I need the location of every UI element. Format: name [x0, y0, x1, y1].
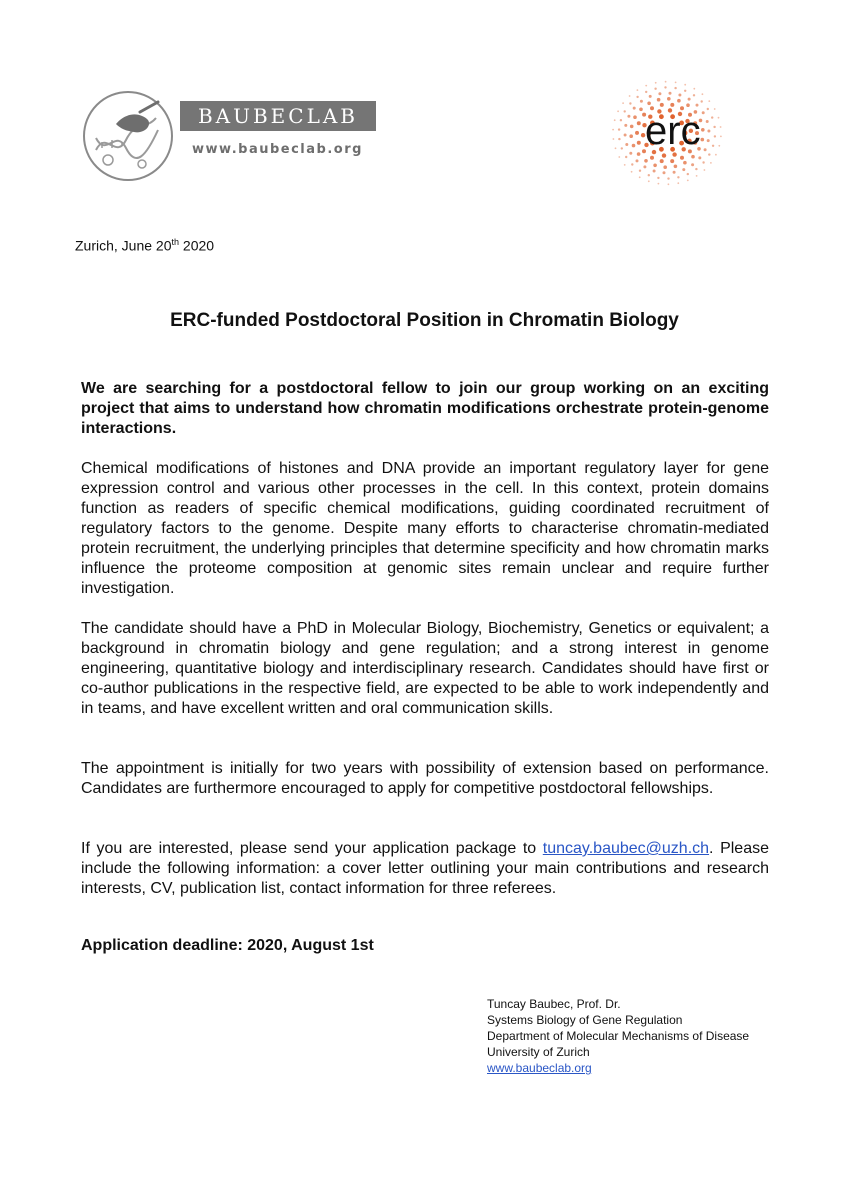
erc-wordmark: erc [645, 109, 701, 153]
paragraph-candidate: The candidate should have a PhD in Molecular Biology, Biochemistry, Genetics or equivalent; a background in chromatin biology and gene regulation; and a strong interest in genome engineering, quantitative biology and interdisciplinary research. Candidates should have first or co-author publications in the respective field, are expected to be able to work independently and in teams, and have excellent written and oral communication skills. [81, 620, 769, 717]
signature-name: Tuncay Baubec, Prof. Dr. [487, 997, 621, 1011]
paragraph-application [81, 839, 769, 899]
paragraph-research: Chemical modifications of histones and DNA provide an important regulatory layer for gene expression control and various other processes in the cell. In this context, protein domains function as readers of specific chemical modifications, guiding coordinated recruitment of regulatory factors to the genome. Despite many efforts to characterise chromatin-mediated protein recruitment, the underlying principles that determine specificity and how chromatin marks influence the proteome composition at genomic sites remain unclear and require further investigation. [81, 460, 769, 597]
signature-block [487, 996, 807, 1076]
intro-paragraph: We are searching for a postdoctoral fellow to join our group working on an exciting project that aims to understand how chromatin modifications orchestrate protein-genome interactions. [81, 380, 769, 437]
website-link[interactable]: www.baubeclab.org [487, 1061, 592, 1075]
application-text-before: If you are interested, please send your application package to [81, 840, 543, 857]
date-line [75, 237, 214, 254]
erc-logo-icon [605, 78, 725, 188]
date-prefix: Zurich, June 20 [75, 237, 172, 254]
signature-group: Systems Biology of Gene Regulation [487, 1013, 683, 1027]
date-suffix: th [171, 237, 180, 247]
application-deadline: Application deadline: 2020, August 1st [81, 937, 374, 954]
logo-url: www.baubeclab.org [192, 142, 363, 157]
baubeclab-logo [80, 88, 380, 188]
logo-wordmark: BAUBECLAB [180, 101, 376, 131]
signature-department: Department of Molecular Mechanisms of Disease [487, 1029, 750, 1043]
email-link[interactable]: tuncay.baubec@uzh.ch [542, 840, 710, 857]
paragraph-appointment: The appointment is initially for two years with possibility of extension based on performance. Candidates are furthermore encouraged to apply for competitive postdoctoral fellowships. [81, 760, 769, 797]
date-year: 2020 [179, 237, 215, 254]
application-text-after: . Please include the following information: a cover letter outlining your main contributions and research interests, CV, publication list, contact information for three referees. [81, 840, 770, 897]
signature-university: University of Zurich [487, 1045, 590, 1059]
lab-logo-icon [82, 90, 174, 182]
page-title: ERC-funded Postdoctoral Position in Chromatin Biology [170, 310, 679, 331]
